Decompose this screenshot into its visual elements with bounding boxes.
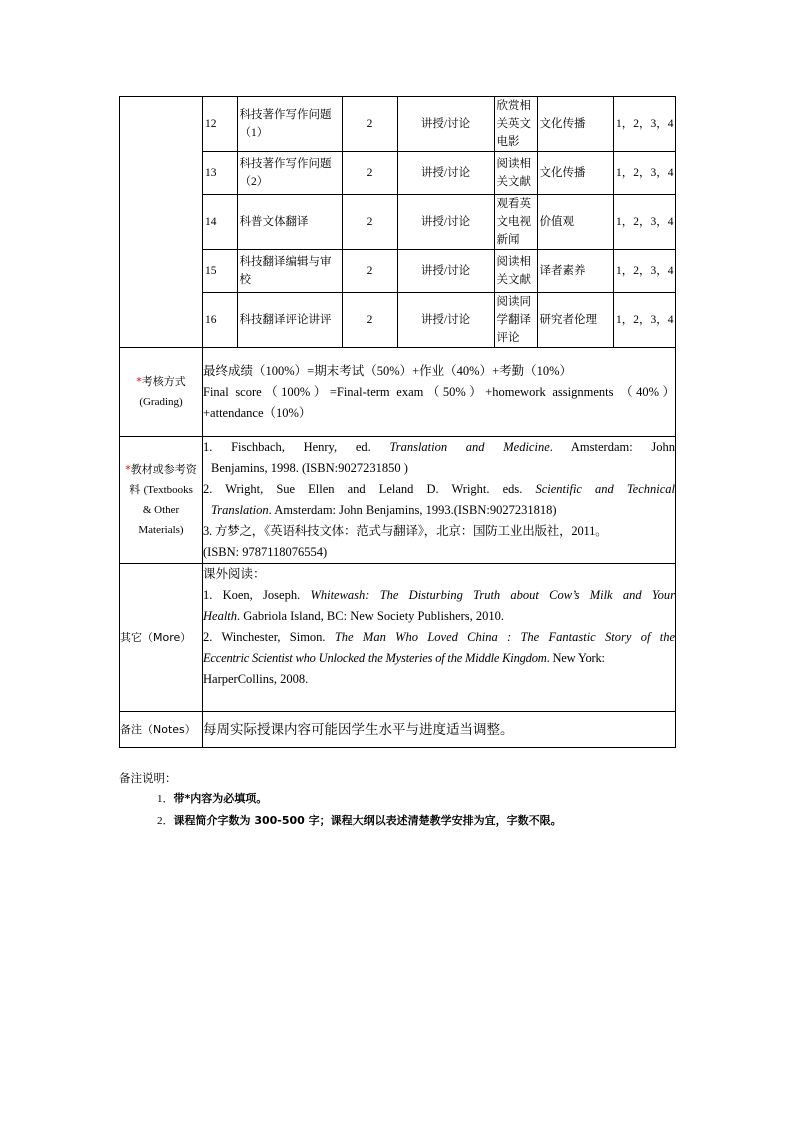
schedule-table (203, 97, 676, 347)
required-star: * (136, 375, 142, 388)
method-cell: 讲授/讨论 (397, 152, 494, 195)
theme-cell: 文化传播 (537, 97, 613, 152)
hours-cell: 2 (342, 195, 397, 250)
activity-cell: 欣赏相关英文电影 (494, 97, 537, 152)
more-row (120, 564, 676, 712)
more-heading: 课外阅读： (203, 567, 266, 581)
hours-cell: 2 (342, 152, 397, 195)
textbooks-label-cn-2: 料 (129, 483, 141, 496)
grading-row (120, 348, 676, 437)
week-cell: 15 (203, 250, 237, 293)
reading-1: 1. Koen, Joseph. Whitewash: The Disturbing Truth about Cow’s Milk and Your (203, 588, 675, 602)
week-cell: 14 (203, 195, 237, 250)
textbooks-label (120, 437, 203, 564)
grading-line-en-1: Final score（100%）=Final-term exam（50%）+homework assignments （40%） (203, 384, 675, 399)
footer-item-1: 1．带*内容为必填项。 (157, 792, 268, 805)
grading-label (120, 348, 203, 437)
hours-cell: 2 (342, 250, 397, 293)
syllabus-table (119, 96, 676, 748)
grading-content (203, 348, 676, 437)
week-cell: 13 (203, 152, 237, 195)
reference-1-cont: Benjamins, 1998. (ISBN:9027231850 ) (211, 461, 408, 475)
goals-cell: 1，2，3，4 (613, 152, 676, 195)
textbooks-row (120, 437, 676, 564)
method-cell: 讲授/讨论 (397, 293, 494, 348)
activity-cell: 阅读相关文献 (494, 152, 537, 195)
reading-2-publisher: HarperCollins, 2008. (203, 672, 309, 686)
grading-label-cn: 考核方式 (141, 375, 186, 388)
hours-cell: 2 (342, 97, 397, 152)
more-content (203, 564, 676, 712)
required-star: * (125, 463, 131, 476)
topic-cell: 科技翻译编辑与审校 (237, 250, 342, 293)
textbooks-label-cn-1: 教材或参考资 (130, 463, 197, 476)
notes-label: 备注（Notes） (120, 712, 203, 748)
schedule-section (120, 97, 676, 348)
grading-line-en-2: +attendance（10%） (203, 405, 312, 420)
goals-cell: 1，2，3，4 (613, 293, 676, 348)
notes-content: 每周实际授课内容可能因学生水平与进度适当调整。 (203, 712, 676, 748)
footer-title: 备注说明： (119, 771, 177, 785)
reference-2-cont: Translation. Amsterdam: John Benjamins, 1993.(ISBN:9027231818) (211, 503, 557, 517)
schedule-row (203, 97, 676, 152)
reading-1-cont: Health. Gabriola Island, BC: New Society Publishers, 2010. (203, 609, 505, 623)
reference-3-cont: (ISBN: 9787118076554) (203, 545, 328, 559)
reference-1-title: Translation and Medicine (389, 440, 550, 454)
reading-2: 2. Winchester, Simon. The Man Who Loved China : The Fantastic Story of the (203, 630, 675, 644)
method-cell: 讲授/讨论 (397, 195, 494, 250)
activity-cell: 阅读相关文献 (494, 250, 537, 293)
reference-2-title: Scientific and Technical (535, 482, 676, 496)
textbooks-label-en-2: & Other (142, 504, 180, 516)
reference-2: 2. Wright, Sue Ellen and Leland D. Wright. eds. Scientific and Technical (203, 482, 676, 496)
grading-line-cn: 最终成绩（100%）=期末考试（50%）+作业（40%）+考勤（10%） (203, 363, 573, 378)
more-label: 其它（More） (120, 564, 203, 712)
theme-cell: 价值观 (537, 195, 613, 250)
footer-item-2: 2．课程简介字数为 300-500 字；课程大纲以表述清楚教学安排为宜，字数不限。 (157, 814, 562, 827)
goals-cell: 1，2，3，4 (613, 250, 676, 293)
schedule-row (203, 250, 676, 293)
textbooks-label-en-1: (Textbooks (143, 484, 193, 496)
week-cell: 16 (203, 293, 237, 348)
goals-cell: 1，2，3，4 (613, 195, 676, 250)
textbooks-label-en-3: Materials) (138, 524, 184, 536)
activity-cell: 阅读同学翻译评论 (494, 293, 537, 348)
hours-cell: 2 (342, 293, 397, 348)
theme-cell: 文化传播 (537, 152, 613, 195)
activity-cell: 观看英文电视新闻 (494, 195, 537, 250)
topic-cell: 科技翻译评论讲评 (237, 293, 342, 348)
topic-cell: 科技著作写作问题（1） (237, 97, 342, 152)
reference-1: 1. Fischbach, Henry, ed. Translation and Medicine. Amsterdam: John (203, 440, 675, 454)
grading-label-en: (Grading) (139, 396, 183, 408)
schedule-row (203, 293, 676, 348)
theme-cell: 研究者伦理 (537, 293, 613, 348)
notes-row (120, 712, 676, 748)
theme-cell: 译者素养 (537, 250, 613, 293)
reading-2-cont: Eccentric Scientist who Unlocked the Mysteries of the Middle Kingdom. New York: (203, 651, 605, 665)
footer-notes (119, 768, 562, 832)
schedule-row (203, 195, 676, 250)
schedule-row (203, 152, 676, 195)
week-cell: 12 (205, 118, 217, 130)
schedule-label-cell (120, 97, 203, 348)
topic-cell: 科普文体翻译 (237, 195, 342, 250)
goals-cell: 1，2，3，4 (613, 97, 676, 152)
topic-cell: 科技著作写作问题（2） (237, 152, 342, 195)
method-cell: 讲授/讨论 (397, 250, 494, 293)
method-cell: 讲授/讨论 (397, 97, 494, 152)
reference-3: 3. 方梦之，《英语科技文体：范式与翻译》，北京：国防工业出版社，2011。 (203, 524, 608, 538)
textbooks-content (203, 437, 676, 564)
